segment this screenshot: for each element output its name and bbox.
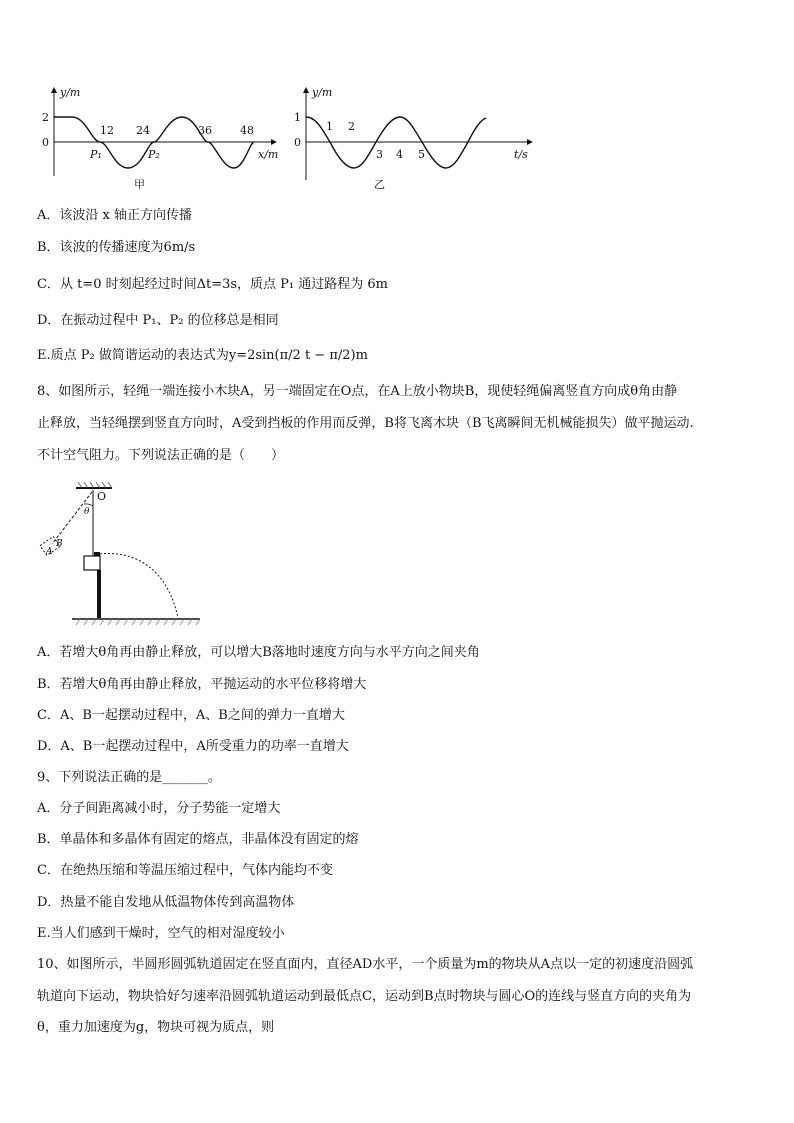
t-tick-4: 4	[396, 148, 403, 161]
q7-option-e: E.质点 P₂ 做简谐运动的表达式为y=2sin(π/2 t − π/2)m	[37, 348, 368, 363]
t-tick-3: 3	[376, 148, 383, 161]
q9-option-b: B．单晶体和多晶体有固定的熔点，非晶体没有固定的熔	[37, 832, 359, 847]
q8-stem-line-2: 止释放，当轻绳摆到竖直方向时，A受到挡板的作用而反弹，B将飞离木块（B飞离瞬间无机械能损失）做平抛运动.	[37, 416, 694, 431]
x-tick-12: 12	[100, 124, 114, 137]
x-axis-label: x/m	[258, 148, 279, 161]
t-axis-label: t/s	[514, 148, 528, 161]
q7-option-b: B．该波的传播速度为6m/s	[37, 240, 196, 255]
block-a-label: A	[46, 547, 53, 557]
point-o-label: O	[97, 490, 107, 503]
t-tick-1: 1	[326, 120, 333, 133]
figure-caption-yi: 乙	[374, 178, 385, 191]
point-p1-label: P₁	[90, 148, 102, 161]
q7-option-d: D．在振动过程中 P₁、P₂ 的位移总是相同	[37, 313, 279, 328]
q8-stem-line-1: 8、如图所示，轻绳一端连接小木块A，另一端固定在O点，在A上放小物块B，现使轻绳偏离竖直方向成θ角由静	[37, 384, 678, 399]
y-tick: 1	[294, 111, 301, 124]
x-tick-48: 48	[240, 124, 254, 137]
origin-label: 0	[294, 136, 301, 149]
block-b-label: B	[56, 539, 63, 549]
x-tick-24: 24	[136, 124, 150, 137]
q9-stem: 9、下列说法正确的是_______。	[37, 770, 221, 785]
q10-stem-line-3: θ，重力加速度为g，物块可视为质点，则	[37, 1020, 275, 1035]
vibration-graph-yi	[292, 84, 542, 194]
t-tick-2: 2	[348, 120, 355, 133]
q8-option-a: A．若增大θ角再由静止释放，可以增大B落地时速度方向与水平方向之间夹角	[37, 645, 480, 660]
theta-label: θ	[84, 507, 90, 517]
q7-option-c: C．从 t=0 时刻起经过时间Δt=3s，质点 P₁ 通过路程为 6m	[37, 277, 389, 292]
q7-option-a: A．该波沿 x 轴正方向传播	[37, 208, 192, 223]
wave-graph-jia	[36, 84, 286, 194]
origin-label: 0	[42, 136, 49, 149]
figure-caption-jia: 甲	[134, 178, 145, 191]
point-p2-label: P₂	[148, 148, 160, 161]
x-tick-36: 36	[198, 124, 212, 137]
q10-stem-line-2: 轨道向下运动，物块恰好匀速率沿圆弧轨道运动到最低点C，运动到B点时物块与圆心O的连线与竖直方向的夹角为	[37, 989, 692, 1004]
q8-stem-line-3: 不计空气阻力。下列说法正确的是（ ）	[37, 448, 285, 463]
y-axis-label: y/m	[312, 86, 333, 99]
q10-stem-line-1: 10、如图所示，半圆形圆弧轨道固定在竖直面内，直径AD水平，一个质量为m的物块从A点以一定的初速度沿圆弧	[37, 957, 694, 972]
q8-option-b: B．若增大θ角再由静止释放，平抛运动的水平位移将增大	[37, 677, 367, 692]
q9-option-c: C．在绝热压缩和等温压缩过程中，气体内能均不变	[37, 863, 333, 878]
q8-option-c: C．A、B一起摆动过程中，A、B之间的弹力一直增大	[37, 708, 345, 723]
q9-option-d: D．热量不能自发地从低温物体传到高温物体	[37, 895, 295, 910]
q9-option-e: E.当人们感到干燥时，空气的相对湿度较小	[37, 926, 285, 941]
y-tick: 2	[42, 111, 49, 124]
t-tick-5: 5	[418, 148, 425, 161]
q8-option-d: D．A、B一起摆动过程中，A所受重力的功率一直增大	[37, 739, 349, 754]
y-axis-label: y/m	[60, 86, 81, 99]
pendulum-figure	[36, 480, 206, 630]
q9-option-a: A．分子间距离减小时，分子势能一定增大	[37, 801, 281, 816]
